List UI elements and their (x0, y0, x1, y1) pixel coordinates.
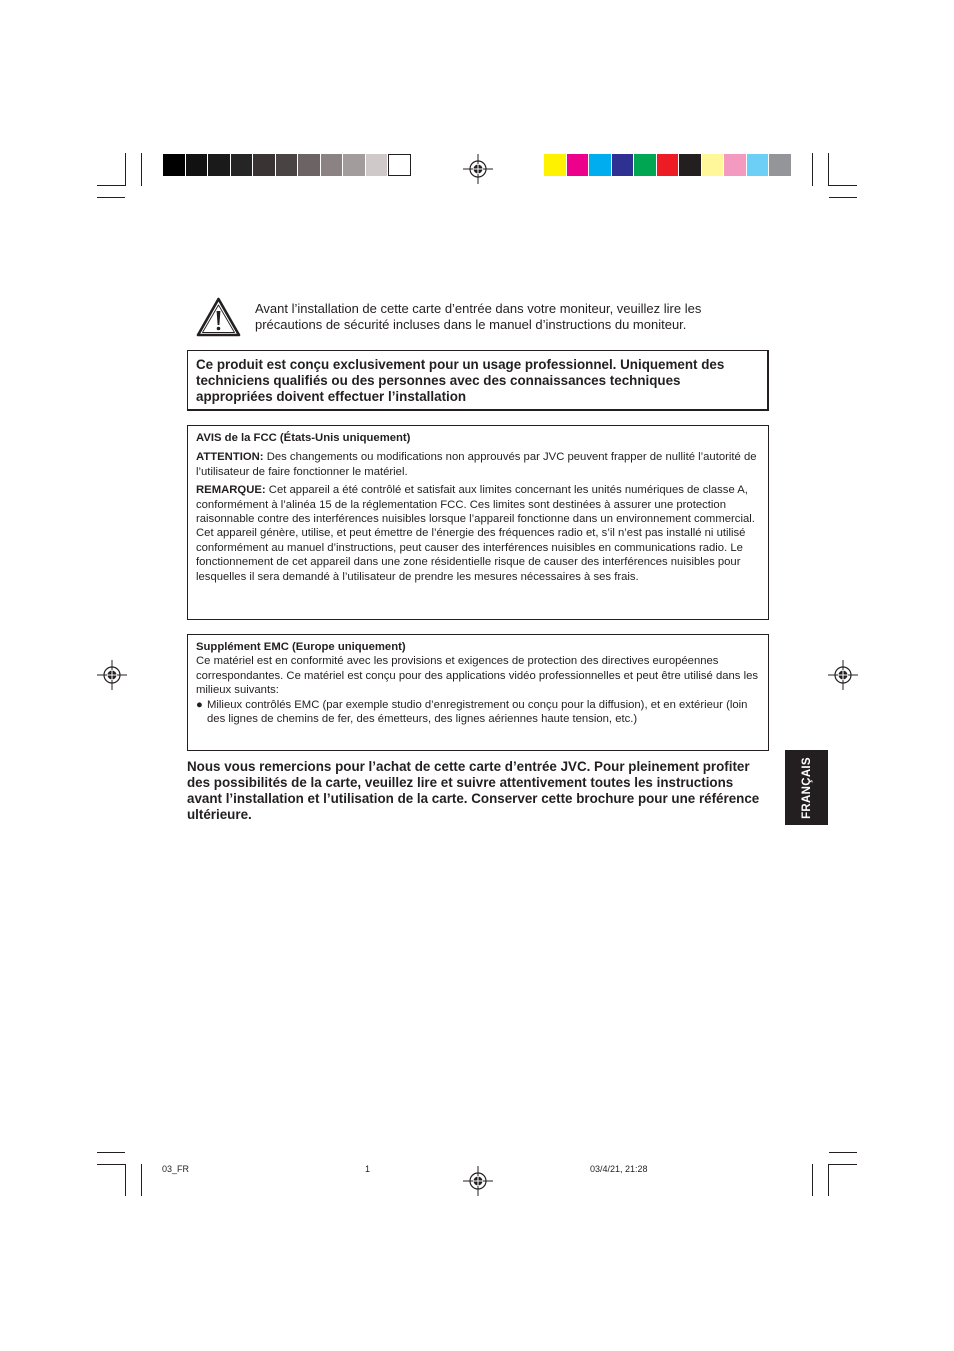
footer-timestamp: 03/4/21, 21:28 (590, 1164, 648, 1174)
crop-mark (828, 153, 829, 186)
color-swatch (612, 154, 635, 176)
fcc-attention-paragraph (196, 450, 760, 479)
crop-mark (829, 1164, 857, 1165)
emc-supplement-box (187, 634, 769, 751)
color-swatch (253, 154, 276, 176)
crop-mark (97, 1164, 125, 1165)
color-swatch (163, 154, 186, 176)
crop-mark (812, 1164, 813, 1196)
crop-mark (97, 185, 125, 186)
crop-mark (829, 197, 857, 198)
professional-use-notice: Ce produit est conçu exclusivement pour un usage professionnel. Uniquement des techniciens qualifiés ou des personnes avec des connaissances techniques appropriées doivent effectuer l’installation (187, 350, 769, 411)
color-swatch (388, 154, 411, 176)
crop-mark (141, 153, 142, 186)
color-swatch (567, 154, 590, 176)
color-swatch (747, 154, 770, 176)
fcc-title: AVIS de la FCC (États-Unis uniquement) (196, 432, 411, 444)
warning-triangle-icon (196, 297, 241, 337)
attention-label: ATTENTION: (196, 451, 264, 464)
emc-bullet-item (196, 698, 760, 727)
fcc-notice-box (187, 425, 769, 620)
emc-bullet-text: Milieux contrôlés EMC (par exemple studio d’enregistrement ou conçu pour la diffusion), et en extérieur (loin des lignes de chemins de fer, des émetteurs, des lignes aériennes haute tension, etc.) (207, 698, 748, 726)
crop-mark (141, 1164, 142, 1196)
fcc-remarque-paragraph (196, 483, 760, 584)
crop-mark (97, 1152, 125, 1153)
registration-mark-icon (97, 660, 127, 690)
color-swatch (276, 154, 299, 176)
crop-mark (812, 153, 813, 186)
warning-text: Avant l’installation de cette carte d’entrée dans votre moniteur, veuillez lire les précautions de sécurité incluses dans le manuel d’instructions du moniteur. (255, 301, 702, 332)
attention-text: Des changements ou modifications non approuvés par JVC peuvent frapper de nullité l’autorité de l’utilisateur de faire fonctionner le matériel. (196, 451, 757, 478)
crop-mark (97, 197, 125, 198)
language-tab-label: FRANÇAIS (800, 756, 813, 819)
color-swatch (657, 154, 680, 176)
color-swatch (702, 154, 725, 176)
color-swatch (208, 154, 231, 176)
footer-filename: 03_FR (162, 1164, 190, 1174)
color-swatch (589, 154, 612, 176)
color-swatch (634, 154, 657, 176)
registration-mark-icon (463, 154, 493, 184)
footer-page-number: 1 (365, 1164, 371, 1174)
color-swatch (298, 154, 321, 176)
crop-mark (829, 1152, 857, 1153)
crop-mark (125, 1164, 126, 1196)
emc-text: Ce matériel est en conformité avec les provisions et exigences de protection des directives européennes correspondantes. Ce matériel est conçu pour des applications vidéo professionnelles et peut être utilisé dans les milieux suivants: (196, 655, 759, 697)
color-swatch (679, 154, 702, 176)
registration-mark-icon (463, 1166, 493, 1196)
bullet-icon: ● (196, 698, 203, 711)
color-swatch (186, 154, 209, 176)
color-swatch (343, 154, 366, 176)
remarque-label: REMARQUE: (196, 484, 266, 497)
remarque-text: Cet appareil a été contrôlé et satisfait aux limites concernant les unités numériques de classe A, conformément à l’alinéa 15 de la réglementation FCC. Ces limites sont destinées à assurer une protection raisonnable contre des interférences nuisibles lorsque l’appareil fonctionne dans un environnement commercial. Cet appareil génère, utilise, et peut émettre de l’énergie des fréquences radio et, s’il n’est pas installé ni utilisé conformément au manuel d’instructions, peut causer des interférences nuisibles en communications radio. Le fonctionnement de cet appareil dans une zone résidentielle risque de causer des interférences nuisibles pour lesquelles il sera demandé à l’utilisateur de prendre les mesures nécessaires à ses frais. (196, 484, 755, 583)
color-swatch (321, 154, 344, 176)
registration-mark-icon (828, 660, 858, 690)
color-swatch (366, 154, 389, 176)
color-swatch (544, 154, 567, 176)
crop-mark (125, 153, 126, 186)
color-swatch (231, 154, 254, 176)
crop-mark (829, 185, 857, 186)
crop-mark (828, 1164, 829, 1196)
color-swatch (769, 154, 792, 176)
color-swatch (724, 154, 747, 176)
thank-you-paragraph: Nous vous remercions pour l’achat de cette carte d’entrée JVC. Pour pleinement profiter des possibilités de la carte, veuillez lire et suivre attentivement toutes les instructions avant l’installation et l’utilisation de la carte. Conserver cette brochure pour une référence ultérieure. (187, 759, 760, 822)
language-tab (785, 750, 828, 825)
emc-title: Supplément EMC (Europe uniquement) (196, 641, 406, 653)
